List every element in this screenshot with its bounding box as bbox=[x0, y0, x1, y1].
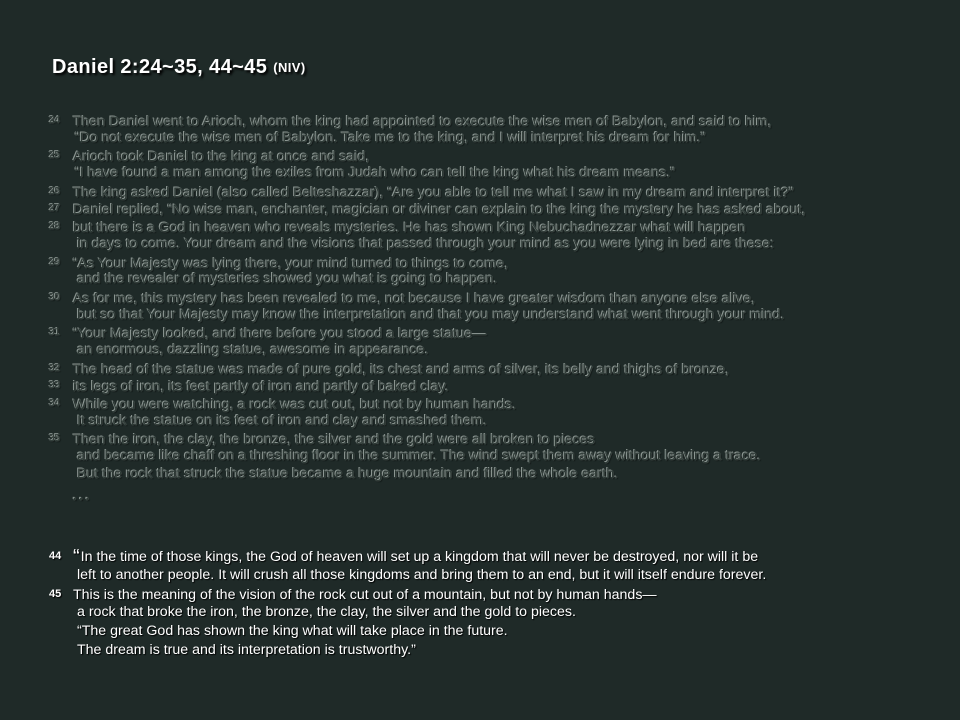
verse-text: “Your Majesty looked, and there before you stood a large statue— bbox=[73, 326, 487, 343]
verse-line bbox=[49, 622, 949, 641]
verse-line bbox=[49, 218, 949, 236]
verse-line bbox=[49, 183, 949, 201]
verse-text: “Do not execute the wise men of Babylon. Take me to the king, and I will interpret his dream for him.” bbox=[75, 129, 706, 146]
ellipsis-separator: … bbox=[71, 483, 93, 506]
verse-line bbox=[49, 200, 949, 218]
verse-text: a rock that broke the iron, the bronze, the clay, the silver and the gold to pieces. bbox=[77, 604, 576, 621]
verse-text: Arioch took Daniel to the king at once and said, bbox=[73, 149, 370, 166]
verse-text: and the revealer of mysteries showed you what is going to happen. bbox=[77, 271, 498, 288]
verse-line bbox=[49, 430, 949, 448]
verse-line bbox=[49, 271, 949, 289]
verse-text: As for me, this mystery has been revealed to me, not because I have greater wisdom than anyone else alive, bbox=[73, 290, 756, 307]
verse-line bbox=[49, 289, 949, 307]
verse-line bbox=[49, 360, 949, 378]
verse-line bbox=[49, 236, 949, 254]
verse-text: its legs of iron, its feet partly of iron and partly of baked clay. bbox=[73, 379, 449, 396]
verse-text: While you were watching, a rock was cut out, but not by human hands. bbox=[73, 397, 517, 413]
verse-line bbox=[49, 641, 949, 660]
verse-number: 35 bbox=[49, 433, 61, 445]
verse-line bbox=[49, 324, 949, 342]
verse-number: 26 bbox=[49, 185, 61, 197]
verse-text: but there is a God in heaven who reveals mysteries. He has shown King Nebuchadnezzar what will happen bbox=[73, 220, 746, 237]
verse-text: and became like chaff on a threshing floor in the summer. The wind swept them away without leaving a trace. bbox=[77, 448, 761, 465]
verse-line bbox=[49, 130, 949, 148]
verse-number: 45 bbox=[49, 587, 62, 600]
verse-text: In the time of those kings, the God of heaven will set up a kingdom that will never be destroyed, nor will it be bbox=[80, 549, 759, 565]
verse-number: 32 bbox=[49, 362, 61, 374]
verse-line bbox=[49, 547, 949, 566]
verse-line bbox=[49, 112, 949, 130]
verse-text: “The great God has shown the king what will take place in the future. bbox=[77, 623, 508, 640]
verse-line bbox=[49, 147, 949, 165]
verse-line bbox=[49, 254, 949, 272]
verse-number: 25 bbox=[49, 150, 61, 162]
translation-label: (NIV) bbox=[273, 60, 306, 75]
verse-number: 28 bbox=[49, 221, 61, 233]
verse-line bbox=[49, 377, 949, 395]
verse-line bbox=[49, 307, 949, 325]
verse-number: 33 bbox=[49, 380, 61, 392]
verse-number: 29 bbox=[49, 256, 61, 268]
verse-line bbox=[49, 603, 949, 622]
passage-verses-24-35 bbox=[49, 112, 949, 505]
verse-text: left to another people. It will crush all those kingdoms and bring them to an end, but it will itself endure forever. bbox=[77, 566, 767, 583]
verse-text: Then the iron, the clay, the bronze, the silver and the gold were all broken to pieces bbox=[73, 432, 595, 449]
page-title bbox=[52, 56, 306, 79]
verse-number: 30 bbox=[49, 291, 61, 303]
verse-text: in days to come. Your dream and the visions that passed through your mind as you were lying in bed are these: bbox=[77, 235, 775, 252]
verse-text: The king asked Daniel (also called Belteshazzar), “Are you able to tell me what I saw in my dream and interpret it?” bbox=[73, 184, 794, 201]
verse-text: The dream is true and its interpretation is trustworthy.” bbox=[77, 641, 416, 658]
verse-line bbox=[49, 342, 949, 360]
verse-text: It struck the statue on its feet of iron and clay and smashed them. bbox=[77, 412, 488, 429]
verse-number: 34 bbox=[49, 398, 61, 409]
verse-text: “I have found a man among the exiles from Judah who can tell the king what his dream means.” bbox=[75, 165, 676, 182]
verse-text: This is the meaning of the vision of the rock cut out of a mountain, but not by human hands— bbox=[73, 586, 657, 603]
verse-text: Then Daniel went to Arioch, whom the king had appointed to execute the wise men of Babylon, and said to him, bbox=[73, 114, 772, 130]
verse-line bbox=[49, 413, 949, 431]
verse-line bbox=[49, 448, 949, 466]
verse-text: Daniel replied, “No wise man, enchanter, magician or diviner can explain to the king the mystery he has asked about, bbox=[73, 202, 806, 219]
verse-text: an enormous, dazzling statue, awesome in appearance. bbox=[77, 341, 429, 358]
verse-line bbox=[49, 466, 949, 484]
opening-quote-mark: “ bbox=[73, 546, 80, 568]
verse-line bbox=[49, 585, 949, 604]
verse-number: 44 bbox=[49, 550, 62, 562]
verse-line bbox=[49, 165, 949, 183]
verse-line bbox=[49, 566, 949, 585]
verse-line bbox=[49, 395, 949, 413]
verse-number: 24 bbox=[49, 115, 61, 126]
verse-number: 31 bbox=[49, 327, 61, 339]
passage-verses-44-45 bbox=[49, 547, 949, 660]
verse-text: but so that Your Majesty may know the interpretation and that you may understand what went through your mind. bbox=[77, 306, 785, 323]
verse-text: The head of the statue was made of pure gold, its chest and arms of silver, its belly and thighs of bronze, bbox=[73, 361, 730, 378]
scripture-reference: Daniel 2:24~35, 44~45 bbox=[52, 56, 268, 78]
verse-text: But the rock that struck the statue became a huge mountain and filled the whole earth. bbox=[77, 465, 619, 482]
verse-number: 27 bbox=[49, 203, 61, 215]
verse-text: “As Your Majesty was lying there, your mind turned to things to come, bbox=[73, 255, 509, 272]
